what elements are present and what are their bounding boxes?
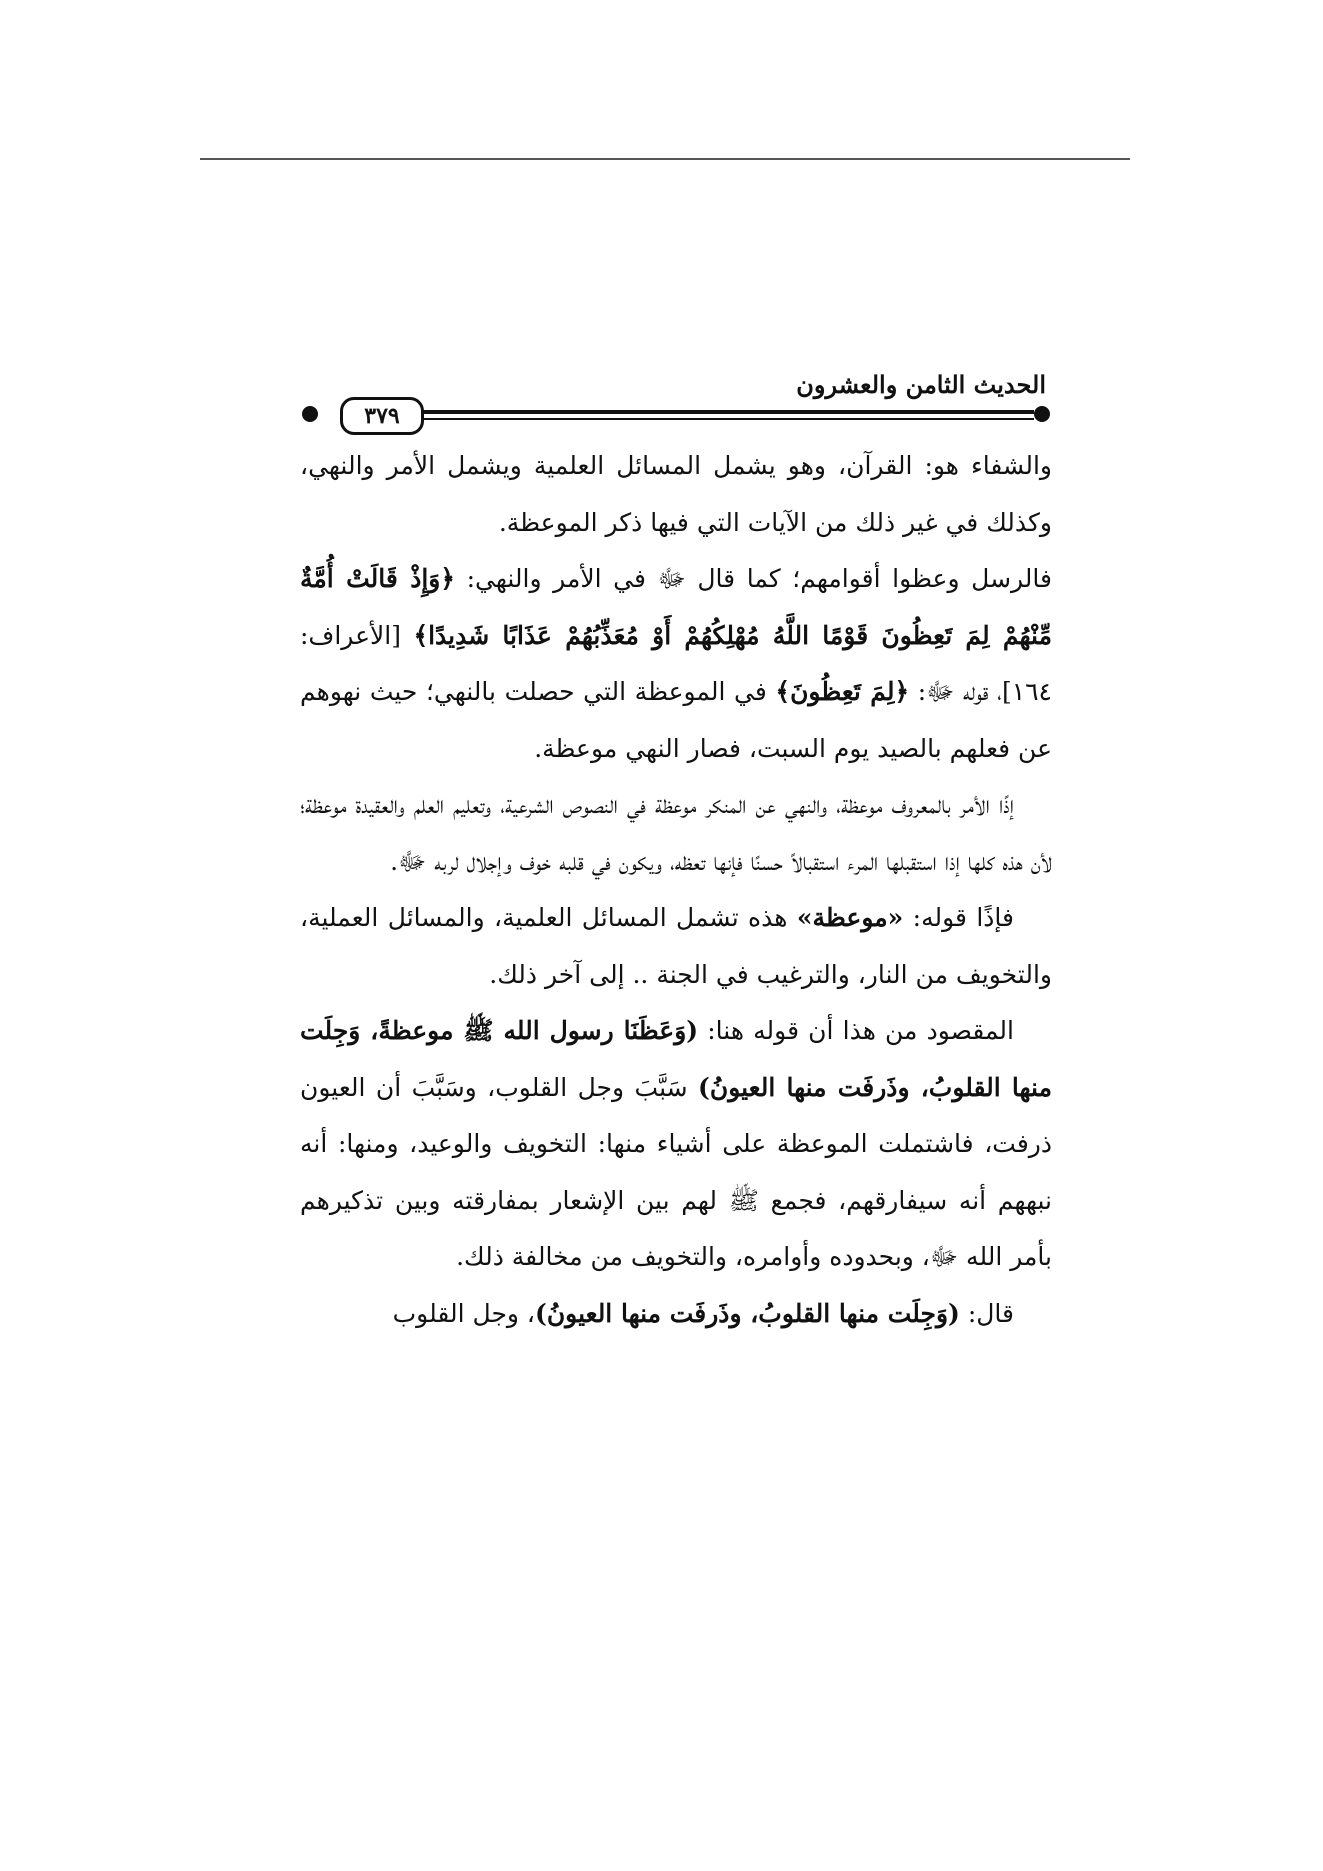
- text-run: فالرسل وعظوا أقوامهم؛ كما قال ﷻ في الأمر والنهي:: [455, 564, 1052, 593]
- text-run: فإذًا قوله:: [903, 903, 1014, 932]
- quoted-text: (وَعَظَنَا رسول الله ﷺ موعظةً، وَجِلَت منها القلوبُ، وذَرفَت منها العيونُ): [300, 1016, 1052, 1102]
- rule-end-dot-left: [302, 406, 318, 422]
- text-run: إذًا الأمر بالمعروف موعظة، والنهي عن المنكر موعظة في النصوص الشرعية، وتعليم العلم والعقيدة موعظة؛ لأن هذه كلها إذا استقبلها المرء استقبالاً حسنًا فإنها تعظه، ويكون في قلبه خوف وإجلال لربه ﷻ.: [300, 790, 1052, 876]
- page-header: [300, 370, 1050, 432]
- page-number: ٣٧٩: [340, 397, 424, 435]
- quoted-text: «موعظة»: [796, 903, 904, 932]
- text-run: هذه تشمل المسائل العلمية، والمسائل العملية، والتخويف من النار، والترغيب في الجنة .. إلى آخر ذلك.: [300, 903, 1052, 989]
- text-run: سَبَّبَ وجل القلوب، وسَبَّبَ أن العيون ذرفت، فاشتملت الموعظة على أشياء منها: التخويف والوعيد، ومنها: أنه نبههم أنه سيفارقهم، فجمع ﷺ لهم بين الإشعار بمفارقته وبين تذكيرهم بأمر الله ﷻ، وبحدوده وأوامره، والتخويف من مخالفة ذلك.: [300, 1072, 1052, 1271]
- quoted-text: ﴿وَإِذْ قَالَتْ أُمَّةٌ مِّنْهُمْ لِمَ تَعِظُونَ قَوْمًا اللَّهُ مُهْلِكُهُمْ أَوْ مُعَذِّبُهُمْ عَذَابًا شَدِيدًا﴾: [300, 564, 1052, 650]
- text-run: والشفاء هو: القرآن، وهو يشمل المسائل العلمية ويشمل الأمر والنهي، وكذلك في غير ذلك من الآيات التي فيها ذكر الموعظة.: [300, 451, 1052, 537]
- paragraph-p5: [300, 1003, 1052, 1286]
- paragraph-p2: [300, 551, 1052, 777]
- text-run: [الأعراف: ١٦٤]، قوله ﷻ:: [300, 620, 1052, 706]
- header-rule-thin: [358, 418, 1034, 420]
- rule-end-dot-right: [1034, 406, 1050, 422]
- header-rule-thick: [358, 410, 1034, 414]
- quoted-text: (وَجِلَت منها القلوبُ، وذَرفَت منها العيونُ): [534, 1298, 960, 1328]
- text-run: في الموعظة التي حصلت بالنهي؛ حيث نهوهم عن فعلهم بالصيد يوم السبت، فصار النهي موعظة.: [300, 677, 1052, 763]
- chapter-title: الحديث الثامن والعشرون: [796, 370, 1046, 399]
- paragraph-p1: [300, 438, 1052, 551]
- top-rule: [200, 158, 1130, 160]
- quoted-text: ﴿لِمَ تَعِظُونَ﴾: [775, 677, 910, 706]
- paragraph-p4: [300, 890, 1052, 1003]
- paragraph-p3: [300, 777, 1052, 890]
- text-run: ، وجل القلوب: [392, 1298, 535, 1328]
- body-text: [300, 438, 1052, 1342]
- text-run: قال:: [959, 1298, 1014, 1328]
- text-run: المقصود من هذا أن قوله هنا:: [698, 1016, 1014, 1045]
- paragraph-p6: [300, 1286, 1052, 1343]
